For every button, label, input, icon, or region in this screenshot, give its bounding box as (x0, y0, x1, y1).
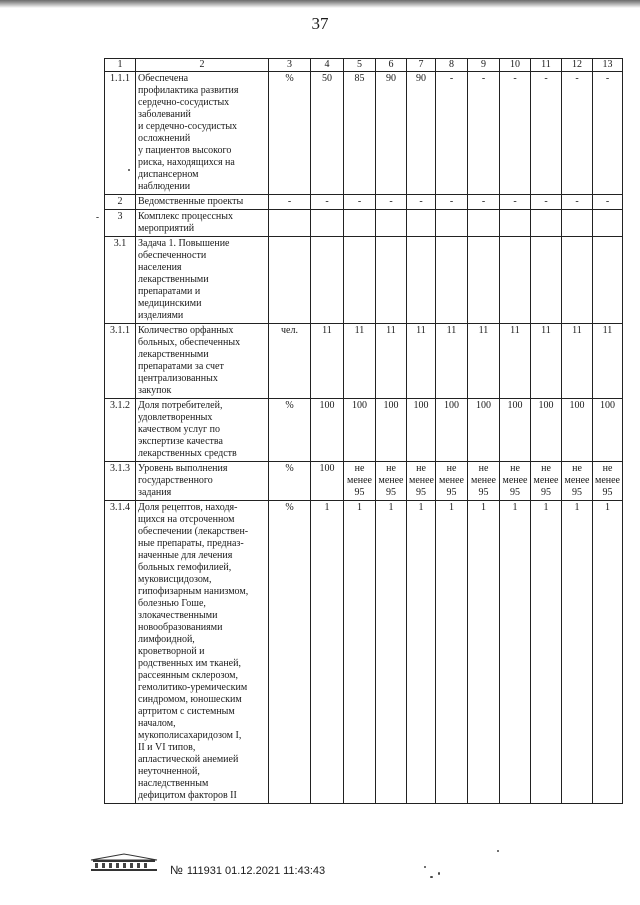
value-cell: 1 (531, 501, 562, 804)
value-cell: - (562, 195, 593, 210)
value-cell: не менее 95 (500, 462, 531, 501)
value-cell: 11 (562, 324, 593, 399)
scan-speck (497, 850, 499, 852)
value-cell: - (311, 195, 344, 210)
unit-cell: % (269, 501, 311, 804)
value-cell: 11 (531, 324, 562, 399)
unit-cell: - (269, 195, 311, 210)
value-cell: - (344, 195, 376, 210)
scan-speck (96, 217, 99, 218)
value-cell: 11 (376, 324, 407, 399)
row-number-cell: 3.1.1 (105, 324, 136, 399)
row-number-cell: 3.1.3 (105, 462, 136, 501)
unit-cell: чел. (269, 324, 311, 399)
value-cell: 50 (311, 72, 344, 195)
value-cell: не менее 95 (531, 462, 562, 501)
indicator-name-cell: Ведомственные проекты (136, 195, 269, 210)
value-cell (376, 210, 407, 237)
value-cell: не менее 95 (376, 462, 407, 501)
value-cell: 100 (344, 399, 376, 462)
header-cell: 13 (593, 59, 623, 72)
value-cell: не менее 95 (593, 462, 623, 501)
value-cell: - (500, 72, 531, 195)
value-cell: - (468, 72, 500, 195)
value-cell (531, 210, 562, 237)
unit-cell: % (269, 462, 311, 501)
value-cell (468, 237, 500, 324)
value-cell: - (593, 72, 623, 195)
indicator-name-cell: Обеспечена профилактика развития сердечно-сосудистых заболеваний и сердечно-сосудистых осложнений у пациентов высокого риска, находящихся на диспансерном наблюдении (136, 72, 269, 195)
value-cell: 100 (311, 462, 344, 501)
value-cell: 100 (376, 399, 407, 462)
value-cell: 100 (500, 399, 531, 462)
value-cell: не менее 95 (436, 462, 468, 501)
table-row (105, 195, 623, 210)
table-header-row (105, 59, 623, 72)
value-cell: 100 (562, 399, 593, 462)
unit-cell (269, 237, 311, 324)
table-row (105, 501, 623, 804)
value-cell (593, 210, 623, 237)
scan-speck (430, 876, 433, 878)
value-cell (562, 237, 593, 324)
table-row (105, 72, 623, 195)
value-cell: 1 (593, 501, 623, 804)
row-number-cell: 3.1.2 (105, 399, 136, 462)
scan-speck (424, 866, 426, 868)
value-cell: 1 (468, 501, 500, 804)
indicator-name-cell: Уровень выполнения государственного задания (136, 462, 269, 501)
value-cell: 100 (531, 399, 562, 462)
indicator-name-cell: Доля потребителей, удовлетворенных качеством услуг по экспертизе качества лекарственных средств (136, 399, 269, 462)
row-number-cell: 3.1.4 (105, 501, 136, 804)
indicator-name-cell: Комплекс процессных мероприятий (136, 210, 269, 237)
value-cell (500, 237, 531, 324)
value-cell: - (376, 195, 407, 210)
registration-mark (170, 863, 325, 877)
header-cell: 9 (468, 59, 500, 72)
header-cell: 7 (407, 59, 436, 72)
value-cell: 90 (376, 72, 407, 195)
value-cell: 11 (593, 324, 623, 399)
value-cell: 100 (593, 399, 623, 462)
page-number: 37 (311, 14, 329, 33)
header-cell: 6 (376, 59, 407, 72)
table-row (105, 462, 623, 501)
value-cell (407, 210, 436, 237)
value-cell: 11 (407, 324, 436, 399)
scan-speck (438, 872, 440, 875)
value-cell: 100 (407, 399, 436, 462)
value-cell: 11 (468, 324, 500, 399)
row-number-cell: 3.1 (105, 237, 136, 324)
value-cell (500, 210, 531, 237)
header-cell: 12 (562, 59, 593, 72)
value-cell: 1 (344, 501, 376, 804)
value-cell: 1 (311, 501, 344, 804)
value-cell: 100 (311, 399, 344, 462)
header-cell: 1 (105, 59, 136, 72)
unit-cell: % (269, 72, 311, 195)
unit-cell: % (269, 399, 311, 462)
value-cell: 85 (344, 72, 376, 195)
value-cell (468, 210, 500, 237)
value-cell (407, 237, 436, 324)
table-row (105, 237, 623, 324)
value-cell: - (531, 195, 562, 210)
value-cell: не менее 95 (468, 462, 500, 501)
value-cell (311, 210, 344, 237)
table-row (105, 324, 623, 399)
stamp-logo-icon (89, 852, 159, 872)
value-cell (376, 237, 407, 324)
value-cell: не менее 95 (344, 462, 376, 501)
value-cell: 1 (500, 501, 531, 804)
value-cell: 1 (562, 501, 593, 804)
header-cell: 5 (344, 59, 376, 72)
row-number-cell: 2 (105, 195, 136, 210)
value-cell: 100 (468, 399, 500, 462)
header-cell: 2 (136, 59, 269, 72)
table-row (105, 210, 623, 237)
value-cell: - (562, 72, 593, 195)
value-cell: 11 (500, 324, 531, 399)
value-cell: 1 (376, 501, 407, 804)
reg-number: 111931 (186, 865, 222, 877)
value-cell: 100 (436, 399, 468, 462)
reg-glyph: № (170, 863, 183, 877)
indicator-table (104, 58, 623, 804)
value-cell: - (531, 72, 562, 195)
value-cell: 90 (407, 72, 436, 195)
header-cell: 4 (311, 59, 344, 72)
value-cell: - (407, 195, 436, 210)
value-cell (436, 210, 468, 237)
reg-datetime: 01.12.2021 11:43:43 (225, 865, 326, 877)
header-cell: 3 (269, 59, 311, 72)
row-number-cell: 3 (105, 210, 136, 237)
value-cell: - (436, 72, 468, 195)
header-cell: 10 (500, 59, 531, 72)
value-cell (344, 237, 376, 324)
value-cell (344, 210, 376, 237)
value-cell: - (500, 195, 531, 210)
value-cell: не менее 95 (407, 462, 436, 501)
row-number-cell: 1.1.1 (105, 72, 136, 195)
value-cell: не менее 95 (562, 462, 593, 501)
value-cell: - (468, 195, 500, 210)
value-cell: - (436, 195, 468, 210)
indicator-name-cell: Задача 1. Повышение обеспеченности населения лекарственными препаратами и медицинскими изделиями (136, 237, 269, 324)
value-cell: 11 (311, 324, 344, 399)
value-cell: 11 (436, 324, 468, 399)
value-cell: 1 (407, 501, 436, 804)
value-cell (311, 237, 344, 324)
header-cell: 8 (436, 59, 468, 72)
indicator-name-cell: Количество орфанных больных, обеспеченных лекарственными препаратами за счет централизованных закупок (136, 324, 269, 399)
scan-edge (0, 0, 640, 8)
header-cell: 11 (531, 59, 562, 72)
value-cell (593, 237, 623, 324)
scan-speck (128, 169, 130, 171)
indicator-name-cell: Доля рецептов, находя- щихся на отсроченном обеспечении (лекарствен- ные препараты, предназ- наченные для лечения больных гемофилией, муковисцидозом, гипофизарным нанизмом, болезнью Гоше, злокачественными новообразованиями лимфоидной, кроветворной и родственных им тканей, рассеянным склерозом, гемолитико-уремическим синдромом, юношеским артритом с системным началом, мукополисахаридозом I, II и VI типов, апластической анемией неуточненной, наследственным дефицитом факторов II (136, 501, 269, 804)
unit-cell (269, 210, 311, 237)
value-cell (562, 210, 593, 237)
value-cell (531, 237, 562, 324)
table-row (105, 399, 623, 462)
value-cell: 11 (344, 324, 376, 399)
value-cell: 1 (436, 501, 468, 804)
value-cell (436, 237, 468, 324)
value-cell: - (593, 195, 623, 210)
